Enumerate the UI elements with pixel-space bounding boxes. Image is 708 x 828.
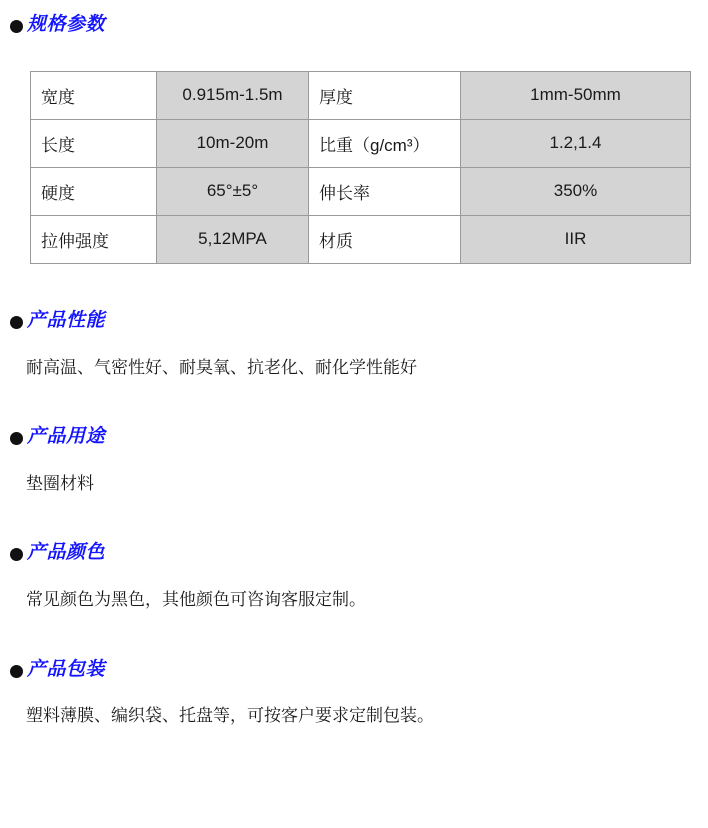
bullet-dot-icon [10, 20, 23, 33]
bullet-dot-icon [10, 316, 23, 329]
section-title-spec: 规格参数 [27, 14, 106, 35]
bullet-dot-icon [10, 665, 23, 678]
spec-label-hardness: 硬度 [31, 167, 157, 215]
section-heading-spec [0, 14, 708, 37]
section-title-performance: 产品性能 [27, 309, 106, 331]
section-text-performance: 耐高温、气密性好、耐臭氧、抗老化、耐化学性能好 [26, 357, 417, 377]
table-row [31, 167, 691, 215]
bullet-dot-icon [10, 548, 23, 561]
section-title-usage: 产品用途 [27, 426, 106, 448]
bullet-dot-icon [10, 432, 23, 445]
spec-value-density: 1.2,1.4 [461, 119, 691, 167]
section-text-usage: 垫圈材料 [26, 473, 94, 493]
spec-label-tensile-strength: 拉伸强度 [31, 215, 157, 263]
section-title-color: 产品颜色 [27, 542, 106, 564]
section-heading-packaging [0, 659, 708, 682]
spec-value-material: IIR [461, 215, 691, 263]
spec-table [30, 71, 691, 264]
spec-label-thickness: 厚度 [309, 71, 461, 119]
spec-label-material: 材质 [309, 215, 461, 263]
spec-label-density: 比重（g/cm³） [309, 119, 461, 167]
spec-label-length: 长度 [31, 119, 157, 167]
section-text-packaging: 塑料薄膜、编织袋、托盘等，可按客户要求定制包装。 [26, 706, 434, 726]
spec-value-hardness: 65°±5° [157, 167, 309, 215]
table-row [31, 71, 691, 119]
spec-value-length: 10m-20m [157, 119, 309, 167]
section-heading-color [0, 542, 708, 565]
section-title-packaging: 产品包装 [27, 658, 106, 680]
table-row [31, 119, 691, 167]
section-text-color: 常见颜色为黑色，其他颜色可咨询客服定制。 [26, 590, 366, 610]
spec-value-tensile-strength: 5,12MPA [157, 215, 309, 263]
spec-value-width: 0.915m-1.5m [157, 71, 309, 119]
section-heading-performance [0, 310, 708, 333]
spec-value-elongation: 350% [461, 167, 691, 215]
spec-value-thickness: 1mm-50mm [461, 71, 691, 119]
spec-table-wrapper [30, 71, 708, 264]
spec-label-width: 宽度 [31, 71, 157, 119]
table-row [31, 215, 691, 263]
spec-label-elongation: 伸长率 [309, 167, 461, 215]
section-heading-usage [0, 426, 708, 449]
